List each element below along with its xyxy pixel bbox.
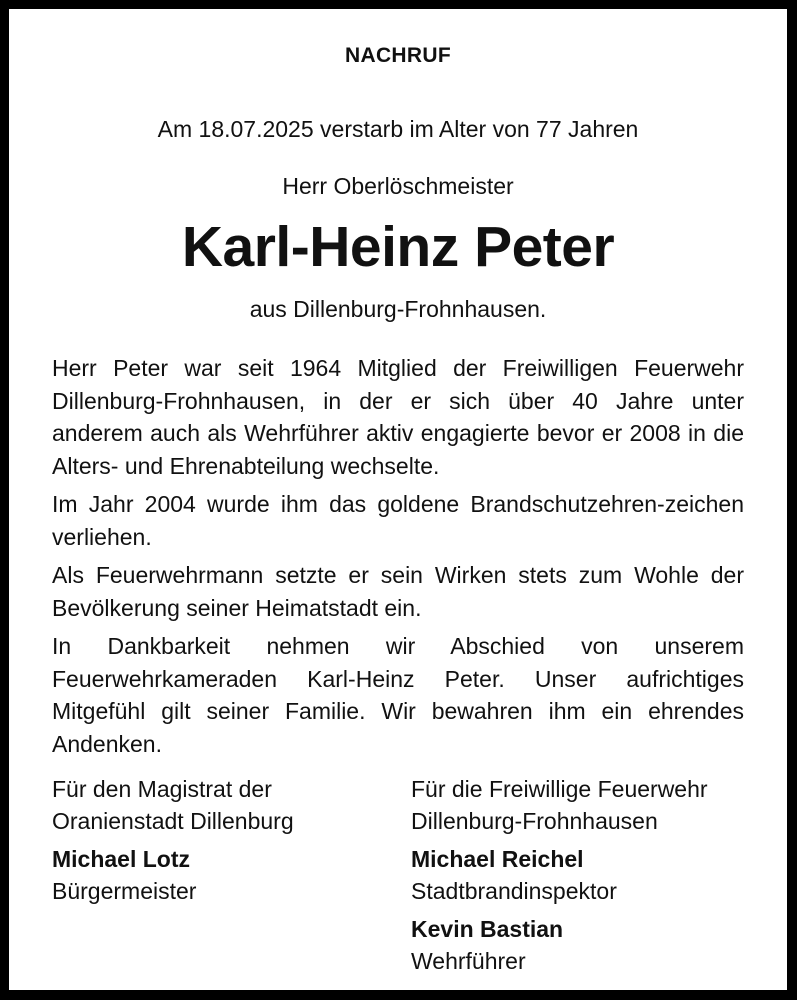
signer-role: Stadtbrandinspektor: [411, 878, 617, 904]
signature-block-magistrat: [52, 773, 392, 913]
deceased-rank: Herr Oberlöschmeister: [282, 173, 514, 199]
body-paragraph: In Dankbarkeit nehmen wir Abschied von unserem Feuerwehrkameraden Karl-Heinz Peter. Unser aufrichtiges Mitgefühl gilt seiner Familie. Wir bewahren ihm ein ehrendes Andenken.: [52, 633, 744, 757]
signer-name: Michael Reichel: [411, 846, 584, 872]
body-paragraph: Herr Peter war seit 1964 Mitglied der Freiwilligen Feuerwehr Dillenburg-Frohnhausen, in der er sich über 40 Jahre unter anderem auch als Wehrführer aktiv engagierte bevor er 2008 in die Alters- und Ehrenabteilung wechselte.: [52, 355, 744, 479]
deceased-name: Karl-Heinz Peter: [181, 215, 615, 279]
org-line: Für die Freiwillige Feuerwehr: [411, 776, 708, 802]
signer-role: Wehrführer: [411, 948, 526, 974]
body-paragraph: Im Jahr 2004 wurde ihm das goldene Brandschutzehren-zeichen verliehen.: [52, 491, 744, 550]
notice-heading: NACHRUF: [345, 44, 451, 67]
obituary-body: [52, 352, 744, 766]
signer-name: Kevin Bastian: [411, 916, 564, 942]
deceased-origin: aus Dillenburg-Frohnhausen.: [249, 296, 547, 322]
obituary-notice: [9, 9, 787, 990]
org-line: Oranienstadt Dillenburg: [52, 808, 294, 834]
org-line: Dillenburg-Frohnhausen: [411, 808, 658, 834]
death-announcement: Am 18.07.2025 verstarb im Alter von 77 Jahren: [157, 116, 639, 142]
body-paragraph: Als Feuerwehrmann setzte er sein Wirken stets zum Wohle der Bevölkerung seiner Heimatstadt ein.: [52, 562, 744, 621]
signer-name: Michael Lotz: [52, 846, 191, 872]
org-line: Für den Magistrat der: [52, 776, 272, 802]
signer-role: Bürgermeister: [52, 878, 197, 904]
signature-block-feuerwehr: [411, 773, 771, 983]
